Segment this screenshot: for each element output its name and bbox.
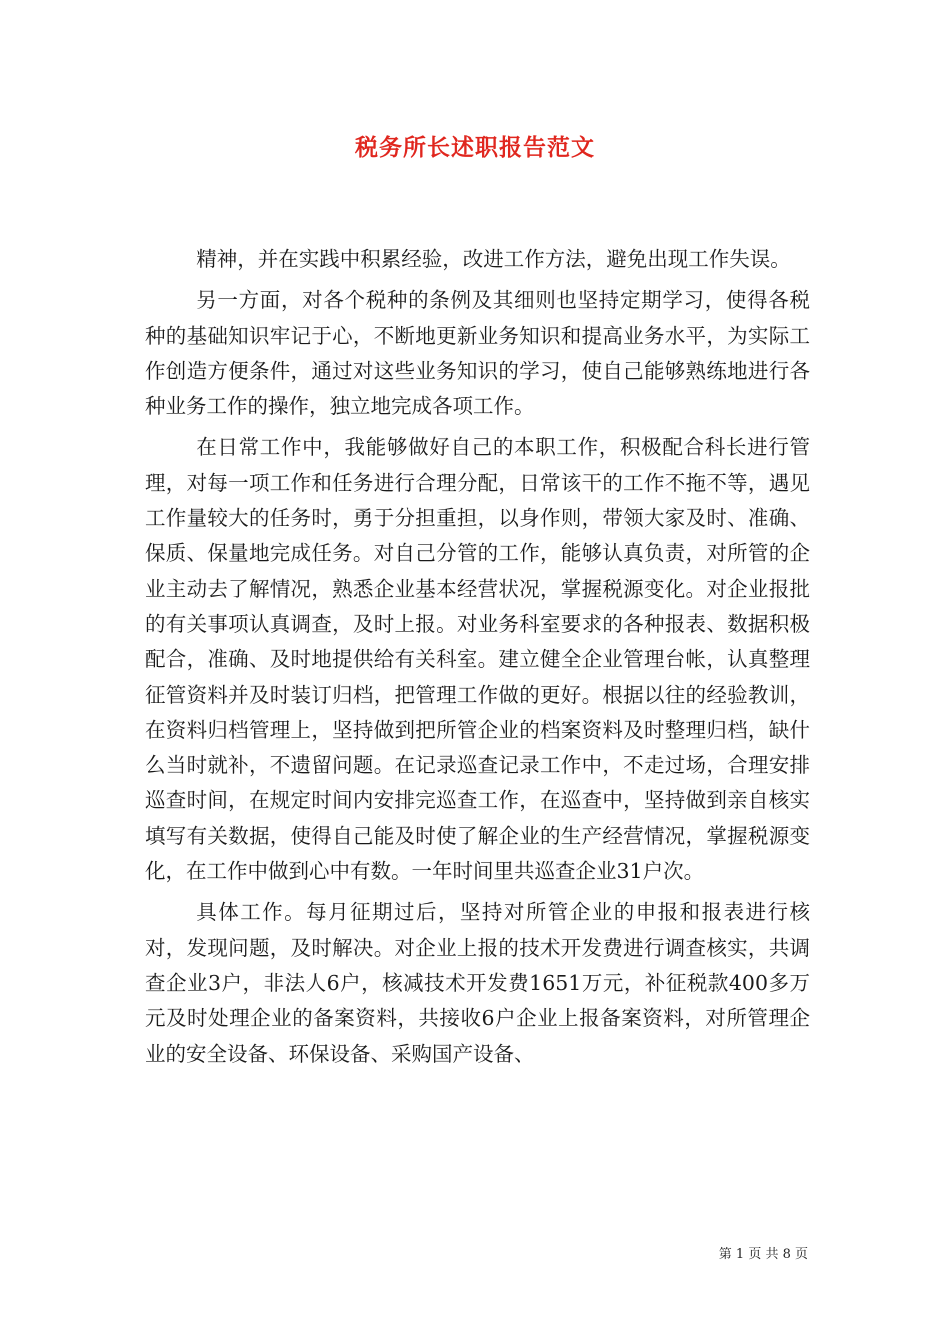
paragraph-2: 另一方面，对各个税种的条例及其细则也坚持定期学习，使得各税种的基础知识牢记于心，不断地更新业务知识和提高业务水平，为实际工作创造方便条件，通过对这些业务知识的学习，使自己能够熟练地进行各种业务工作的操作，独立地完成各项工作。	[145, 288, 810, 419]
document-body	[145, 242, 810, 1078]
document-title: 税务所长述职报告范文	[355, 134, 595, 161]
paragraph-4: 具体工作。每月征期过后，坚持对所管企业的申报和报表进行核对，发现问题，及时解决。对企业上报的技术开发费进行调查核实，共调查企业3户，非法人6户，核减技术开发费1651万元，补征税款400多万元及时处理企业的备案资料，共接收6户企业上报备案资料，对所管理企业的安全设备、环保设备、采购国产设备、	[145, 900, 810, 1066]
paragraph-1: 精神，并在实践中积累经验，改进工作方法，避免出现工作失误。	[196, 247, 791, 271]
page-number-footer: 第 1 页 共 8 页	[718, 1247, 808, 1262]
paragraph-3: 在日常工作中，我能够做好自己的本职工作，积极配合科长进行管理，对每一项工作和任务进行合理分配，日常该干的工作不拖不等，遇见工作量较大的任务时，勇于分担重担，以身作则，带领大家及时、准确、保质、保量地完成任务。对自己分管的工作，能够认真负责，对所管的企业主动去了解情况，熟悉企业基本经营状况，掌握税源变化。对企业报批的有关事项认真调查，及时上报。对业务科室要求的各种报表、数据积极配合，准确、及时地提供给有关科室。建立健全企业管理台帐，认真整理征管资料并及时装订归档，把管理工作做的更好。根据以往的经验教训，在资料归档管理上，坚持做到把所管企业的档案资料及时整理归档，缺什么当时就补，不遗留问题。在记录巡查记录工作中，不走过场，合理安排巡查时间，在规定时间内安排完巡查工作，在巡查中，坚持做到亲自核实填写有关数据，使得自己能及时使了解企业的生产经营情况，掌握税源变化，在工作中做到心中有数。一年时间里共巡查企业31户次。	[145, 435, 810, 884]
